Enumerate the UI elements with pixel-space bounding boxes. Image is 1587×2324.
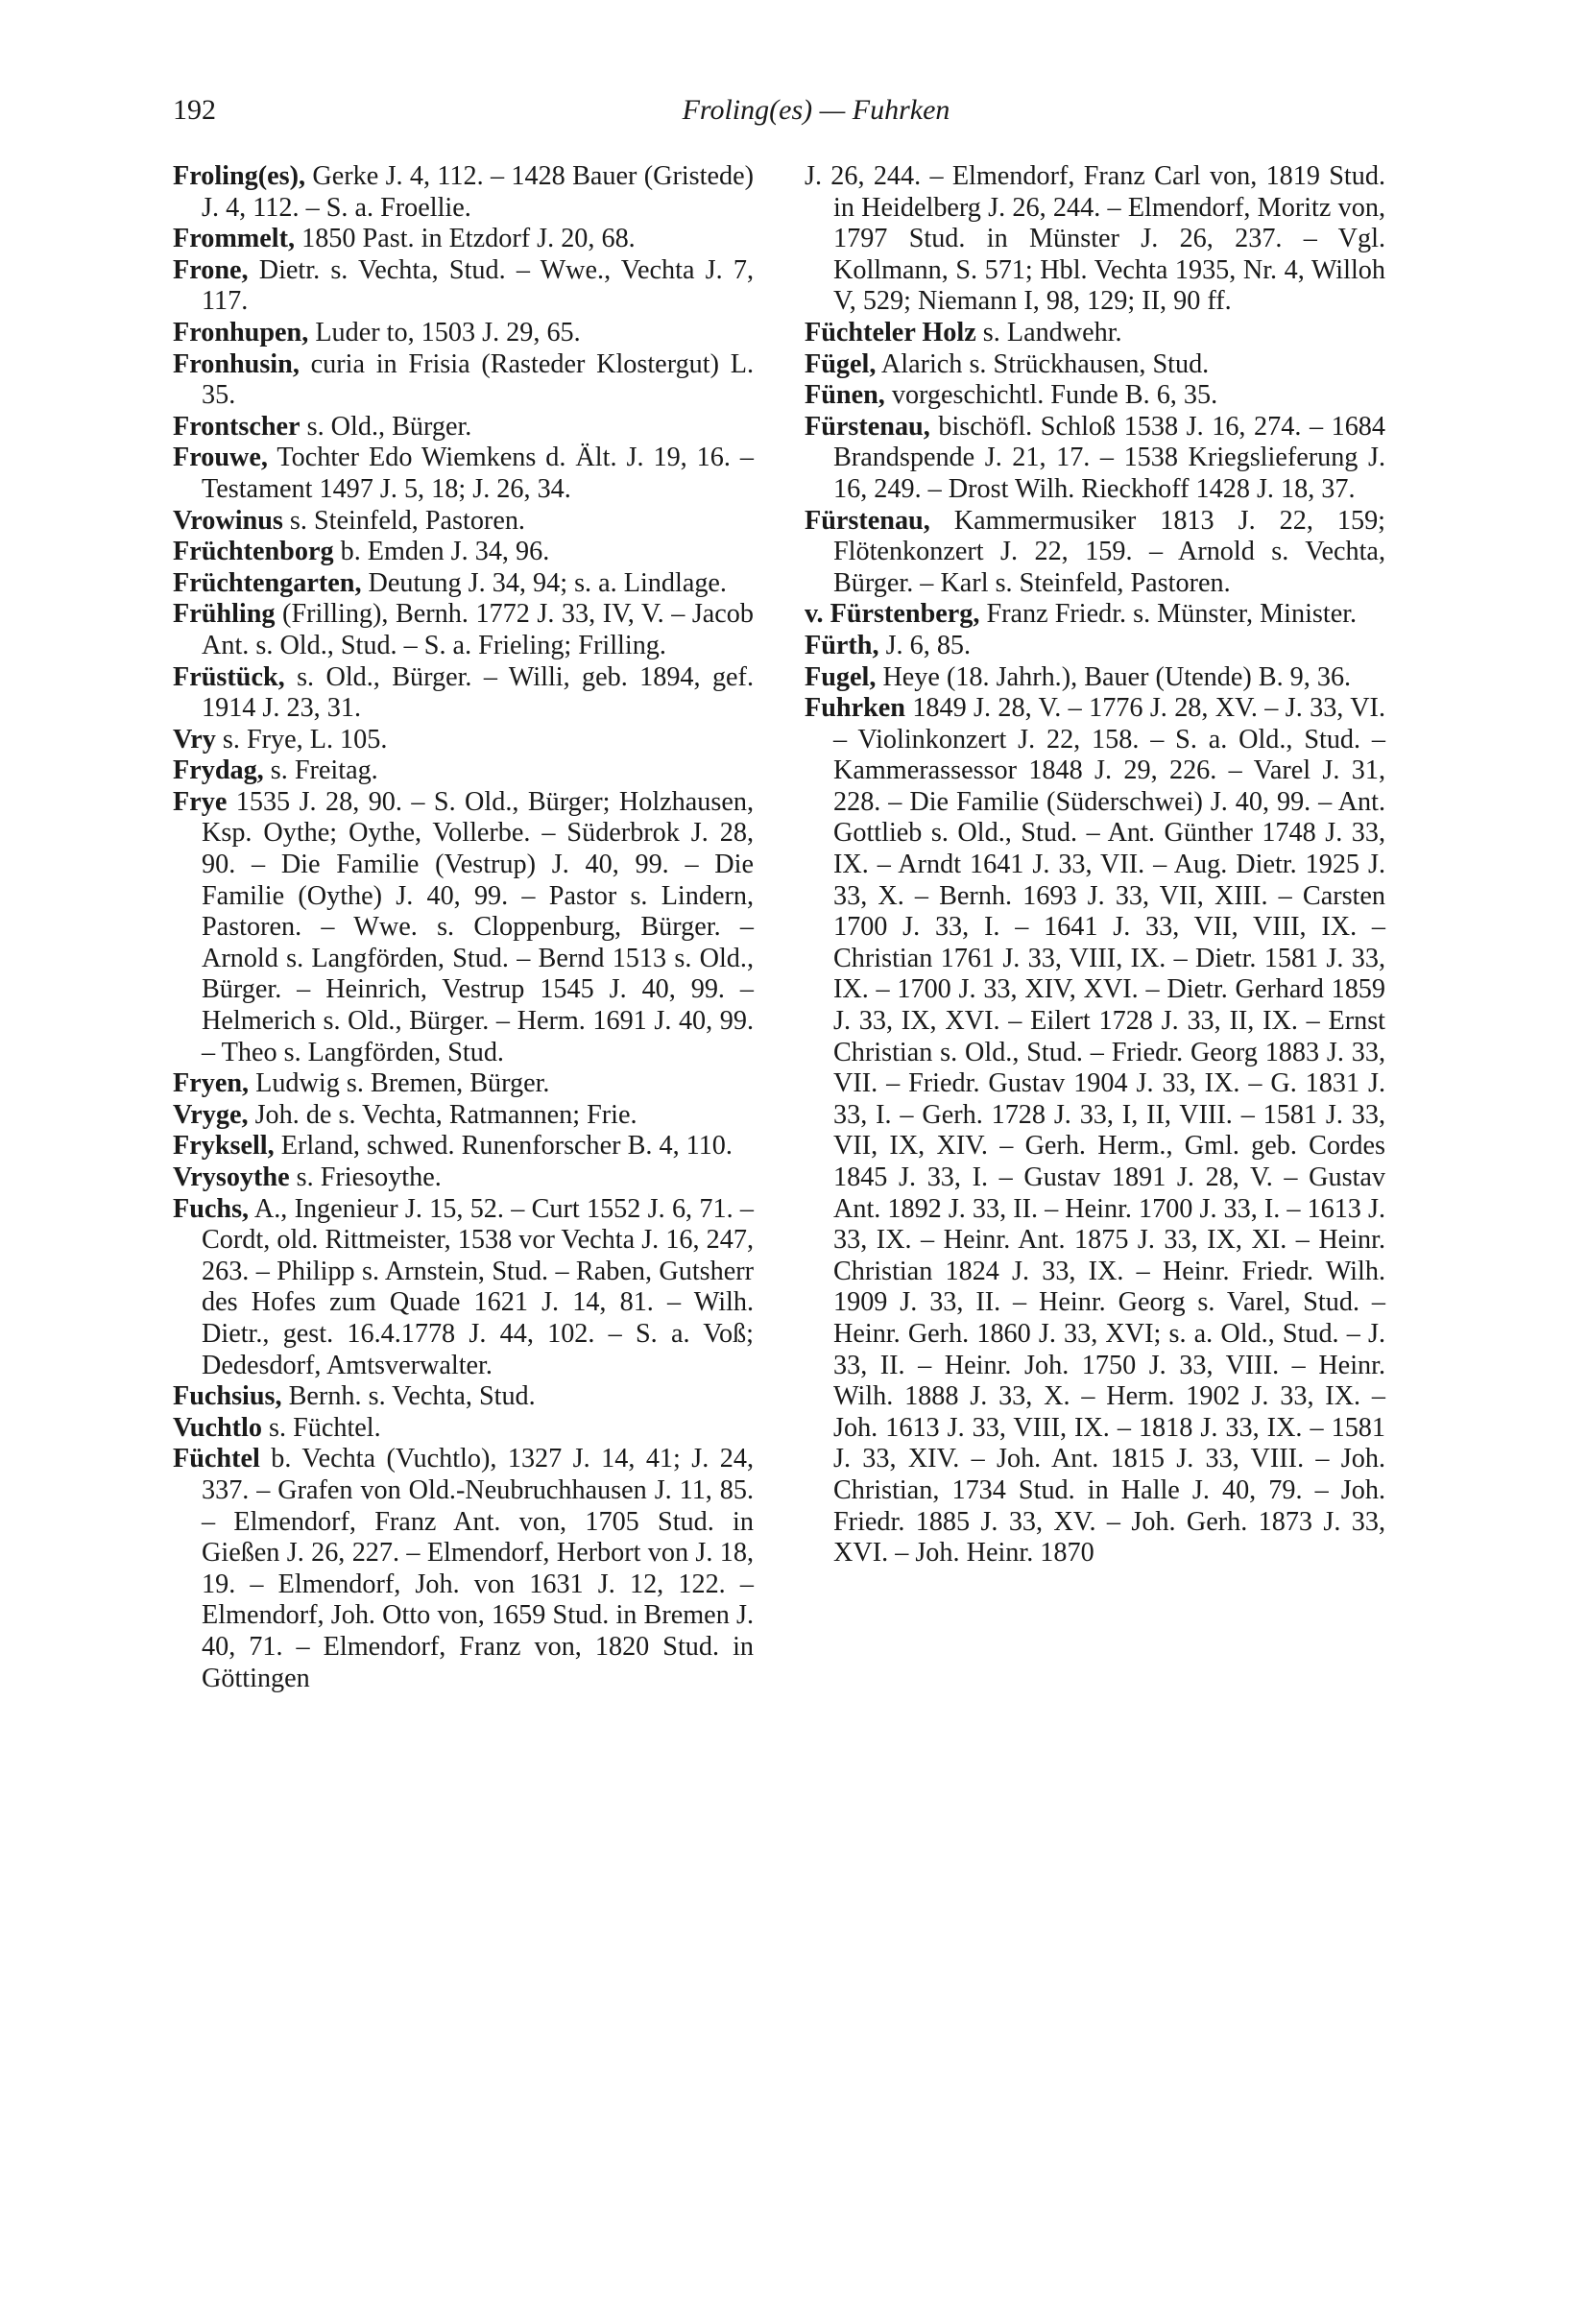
entry-headword: Froling(es), — [173, 161, 306, 191]
entry-headword: Vry — [173, 724, 216, 755]
index-entry — [173, 537, 754, 568]
entry-text: 1850 Past. in Etzdorf J. 20, 68. — [295, 224, 636, 254]
entry-headword: Fronhupen, — [173, 317, 309, 347]
entry-text: Dietr. s. Vechta, Stud. – Wwe., Vechta J. 7, 117. — [202, 254, 754, 317]
index-entry — [173, 725, 754, 756]
index-entry — [805, 693, 1385, 1569]
index-entry — [173, 1381, 754, 1413]
right-column — [805, 161, 1385, 1569]
entry-headword: Fuhrken — [805, 693, 905, 724]
index-entry — [173, 412, 754, 443]
index-entry — [173, 161, 754, 224]
entry-text: s. Steinfeld, Pastoren. — [282, 505, 525, 536]
index-entry — [805, 631, 1385, 662]
entry-headword: Fronhusin, — [173, 348, 300, 379]
entry-text: Deutung J. 34, 94; s. a. Lindlage. — [361, 567, 727, 598]
entry-text: Tochter Edo Wiemkens d. Ält. J. 19, 16. – Testament 1497 J. 5, 18; J. 26, 34. — [202, 443, 754, 504]
entry-text: Kammermusiker 1813 J. 22, 159; Flötenkonzert J. 22, 159. – Arnold s. Vechta, Bürger. – Karl s. Steinfeld, Pastoren. — [833, 505, 1385, 598]
entry-headword: Fürstenau, — [805, 505, 930, 536]
index-entry — [173, 506, 754, 538]
entry-text: 1535 J. 28, 90. – S. Old., Bürger; Holzhausen, Ksp. Oythe; Oythe, Vollerbe. – Süderbrok J. 28, 90. – Die Familie (Vestrup) J. 40, 99. – Die Familie (Oythe) J. 40, 99. – Pastor s. Lindern, Pastoren. – Wwe. s. Cloppenburg, Bürger. – Arnold s. Langförden, Stud. – Bernd 1513 s. Old., Bürger. – Heinrich, Vestrup 1545 J. 40, 99. – Helmerich s. Old., Bürger. – Herm. 1691 J. 40, 99. – Theo s. Langförden, Stud. — [202, 786, 754, 1067]
entry-text: Alarich s. Strückhausen, Stud. — [876, 348, 1210, 379]
left-column — [173, 161, 754, 1694]
index-entry — [173, 662, 754, 725]
entry-text: s. Landwehr. — [975, 317, 1122, 347]
entry-text: vorgeschichtl. Funde B. 6, 35. — [884, 380, 1218, 411]
entry-text: J. 26, 244. – Elmendorf, Franz Carl von, 1819 Stud. in Heidelberg J. 26, 244. – Elmendorf, Moritz von, 1797 Stud. in Münster J. 26, 237. – Vgl. Kollmann, S. 571; Hbl. Vechta 1935, Nr. 4, Willoh V, 529; Niemann I, 98, 129; II, 90 ff. — [805, 161, 1385, 317]
entry-text: s. Füchtel. — [261, 1412, 381, 1443]
entry-headword: Frommelt, — [173, 224, 296, 254]
entry-headword: Vuchtlo — [173, 1412, 262, 1443]
entry-headword: Fürth, — [805, 630, 879, 660]
index-entry — [805, 506, 1385, 600]
entry-headword: Vryge, — [173, 1099, 249, 1130]
index-entry — [173, 787, 754, 1068]
entry-headword: Frouwe, — [173, 443, 268, 473]
entry-headword: Fuchsius, — [173, 1381, 282, 1412]
entry-text: b. Vechta (Vuchtlo), 1327 J. 14, 41; J. 24, 337. – Grafen von Old.-Neubruchhausen J. 11, 85. – Elmendorf, Franz Ant. von, 1705 Stud. in Gießen J. 26, 227. – Elmendorf, Herbort von J. 18, 19. – Elmendorf, Joh. von 1631 J. 12, 122. – Elmendorf, Joh. Otto von, 1659 Stud. in Bremen J. 40, 71. – Elmendorf, Franz von, 1820 Stud. in Göttingen — [202, 1444, 754, 1693]
index-entry — [173, 1444, 754, 1694]
entry-text: Luder to, 1503 J. 29, 65. — [308, 317, 581, 347]
entry-headword: Frye — [173, 786, 228, 817]
index-entry — [805, 349, 1385, 381]
entry-headword: Früchtengarten, — [173, 567, 362, 598]
entry-headword: Füchtel — [173, 1444, 260, 1474]
index-entry — [173, 1100, 754, 1132]
entry-text: b. Emden J. 34, 96. — [333, 537, 550, 567]
index-entry — [173, 1068, 754, 1100]
index-entry — [173, 318, 754, 349]
page-number: 192 — [173, 94, 216, 126]
entry-text: Erland, schwed. Runenforscher B. 4, 110. — [274, 1131, 733, 1162]
entry-text: Franz Friedr. s. Münster, Minister. — [979, 599, 1358, 630]
entry-text: curia in Frisia (Rasteder Klostergut) L. 35. — [202, 348, 754, 411]
entry-text: bischöfl. Schloß 1538 J. 16, 274. – 1684 Brandspende J. 21, 17. – 1538 Kriegslieferung J. 16, 249. – Drost Wilh. Rieckhoff 1428 J. 18, 37. — [833, 411, 1385, 504]
index-entry — [805, 412, 1385, 506]
entry-text: (Frilling), Bernh. 1772 J. 33, IV, V. – Jacob Ant. s. Old., Stud. – S. a. Frieling; Frilling. — [202, 599, 754, 660]
index-entry — [173, 1194, 754, 1382]
entry-headword: Fugel, — [805, 661, 877, 692]
index-entry — [805, 380, 1385, 412]
entry-headword: Früstück, — [173, 661, 285, 692]
entry-headword: v. Fürstenberg, — [805, 599, 980, 630]
index-entry — [173, 599, 754, 661]
index-entry — [173, 255, 754, 318]
index-entry — [805, 599, 1385, 631]
entry-headword: Fügel, — [805, 348, 877, 379]
index-entry — [173, 349, 754, 412]
entry-text: s. Old., Bürger. — [300, 411, 472, 442]
index-entry — [173, 1162, 754, 1194]
entry-text: Joh. de s. Vechta, Ratmannen; Frie. — [248, 1099, 637, 1130]
entry-text: Ludwig s. Bremen, Bürger. — [249, 1068, 550, 1099]
running-head: Froling(es) — Fuhrken — [682, 94, 950, 126]
entry-text: Gerke J. 4, 112. – 1428 Bauer (Gristede) J. 4, 112. – S. a. Froellie. — [202, 161, 754, 223]
index-entry — [173, 755, 754, 787]
entry-text: s. Old., Bürger. – Willi, geb. 1894, gef. 1914 J. 23, 31. — [202, 661, 754, 724]
entry-headword: Frontscher — [173, 411, 301, 442]
entry-headword: Frone, — [173, 254, 249, 285]
entry-text: s. Friesoythe. — [289, 1162, 442, 1192]
entry-text: A., Ingenieur J. 15, 52. – Curt 1552 J. 6, 71. – Cordt, old. Rittmeister, 1538 vor Vechta J. 16, 247, 263. – Philipp s. Arnstein, Stud. – Raben, Gutsherr des Hofes zum Quade 1621 J. 14, 81. – Wilh. Dietr., gest. 16.4.1778 J. 44, 102. – S. a. Voß; Dedesdorf, Amtsverwalter. — [202, 1193, 754, 1380]
entry-headword: Fürstenau, — [805, 411, 930, 442]
entry-headword: Früchtenborg — [173, 537, 334, 567]
entry-headword: Fryksell, — [173, 1131, 275, 1162]
entry-text: 1849 J. 28, V. – 1776 J. 28, XV. – J. 33, VI. – Violinkonzert J. 22, 158. – S. a. Old., Stud. – Kammerassessor 1848 J. 29, 226. – Varel J. 31, 228. – Die Familie (Süderschwei) J. 40, 99. – Ant. Gottlieb s. Old., Stud. – Ant. Günther 1748 J. 33, IX. – Arndt 1641 J. 33, VII. – Aug. Dietr. 1925 J. 33, X. – Bernh. 1693 J. 33, VII, XIII. – Carsten 1700 J. 33, I. – 1641 J. 33, VII, VIII, IX. – Christian 1761 J. 33, VIII, IX. – Dietr. 1581 J. 33, IX. – 1700 J. 33, XIV, XVI. – Dietr. Gerhard 1859 J. 33, IX, XVI. – Eilert 1728 J. 33, II, IX. – Ernst Christian s. Old., Stud. – Friedr. Georg 1883 J. 33, VII. – Friedr. Gustav 1904 J. 33, IX. – G. 1831 J. 33, I. – Gerh. 1728 J. 33, I, II, VIII. – 1581 J. 33, VII, IX, XIV. – Gerh. Herm., Gml. geb. Cordes 1845 J. 33, I. – Gustav 1891 J. 28, V. – Gustav Ant. 1892 J. 33, II. – Heinr. 1700 J. 33, I. – 1613 J. 33, IX. – Heinr. Ant. 1875 J. 33, IX, XI. – Heinr. Christian 1824 J. 33, IX. – Heinr. Friedr. Wilh. 1909 J. 33, II. – Heinr. Georg s. Varel, Stud. – Heinr. Gerh. 1860 J. 33, XVI; s. a. Old., Stud. – J. 33, II. – Heinr. Joh. 1750 J. 33, VIII. – Heinr. Wilh. 1888 J. 33, X. – Herm. 1902 J. 33, IX. – Joh. 1613 J. 33, VIII, IX. – 1818 J. 33, IX. – 1581 J. 33, XIV. – Joh. Ant. 1815 J. 33, VIII. – Joh. Christian, 1734 Stud. in Halle J. 40, 79. – Joh. Friedr. 1885 J. 33, XV. – Joh. Gerh. 1873 J. 33, XVI. – Joh. Heinr. 1870 — [833, 693, 1385, 1569]
entry-text: Bernh. s. Vechta, Stud. — [281, 1381, 536, 1412]
index-entry — [173, 224, 754, 255]
entry-headword: Fuchs, — [173, 1193, 250, 1224]
entry-headword: Vrowinus — [173, 505, 283, 536]
index-entry — [173, 568, 754, 600]
entry-headword: Vrysoythe — [173, 1162, 290, 1192]
entry-text: s. Freitag. — [263, 755, 378, 786]
entry-headword: Fünen, — [805, 380, 885, 411]
index-entry — [805, 161, 1385, 318]
entry-headword: Füchteler Holz — [805, 317, 976, 347]
entry-headword: Frühling — [173, 599, 276, 630]
index-entry — [173, 1131, 754, 1162]
entry-text: Heye (18. Jahrh.), Bauer (Utende) B. 9, 36. — [876, 661, 1352, 692]
entry-text: s. Frye, L. 105. — [215, 724, 388, 755]
entry-headword: Frydag, — [173, 755, 264, 786]
index-entry — [805, 318, 1385, 349]
index-entry — [173, 1413, 754, 1445]
entry-text: J. 6, 85. — [878, 630, 972, 660]
index-entry — [805, 662, 1385, 694]
index-entry — [173, 443, 754, 505]
entry-headword: Fryen, — [173, 1068, 250, 1099]
